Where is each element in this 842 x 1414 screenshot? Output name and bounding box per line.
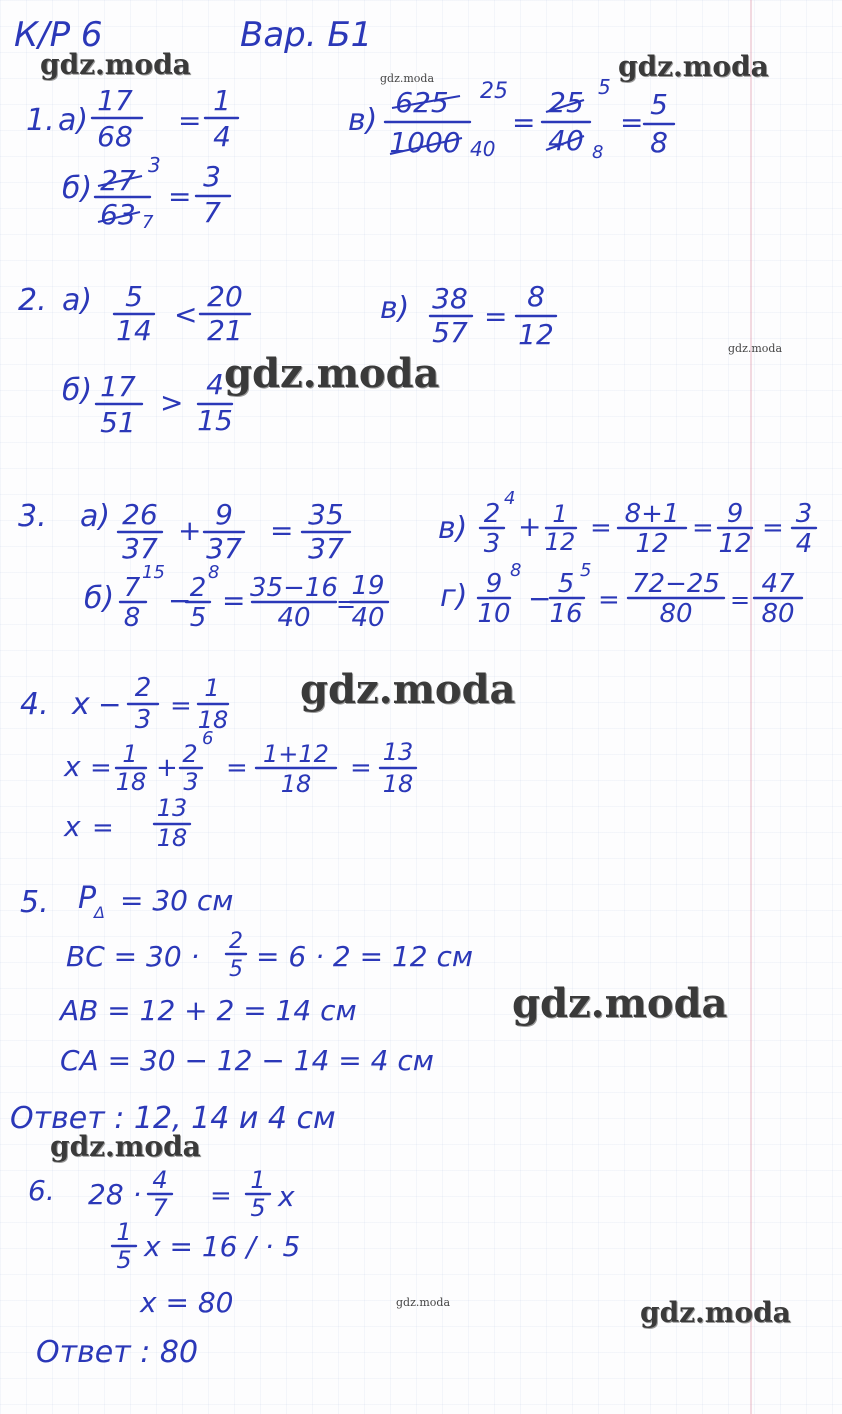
- numerator: 8+1: [624, 499, 680, 529]
- answer-5: Ответ : 12, 14 и 4 см: [10, 1101, 336, 1136]
- ab-line: AB = 12 + 2 = 14 см: [60, 994, 357, 1027]
- task-number: 2.: [18, 283, 47, 318]
- numerator: 4: [206, 368, 224, 401]
- numerator: 9: [726, 499, 744, 529]
- denominator: 12: [544, 528, 576, 556]
- numerator: 3: [795, 499, 813, 529]
- denominator: 8: [123, 603, 141, 633]
- task-number: 5.: [20, 885, 49, 920]
- denominator: 18: [382, 770, 414, 798]
- denominator: 40: [277, 603, 311, 633]
- item-label: в): [438, 511, 468, 546]
- ca-line: CA = 30 − 12 − 14 = 4 см: [60, 1044, 434, 1077]
- minus-sign: −: [168, 584, 192, 617]
- item-label: а): [58, 103, 89, 138]
- numerator: 26: [122, 498, 158, 531]
- denominator: 3: [134, 705, 152, 735]
- watermark: gdz.moda: [640, 1296, 791, 1329]
- denominator: 18: [280, 770, 312, 798]
- numerator: 2: [483, 499, 501, 529]
- reduced-value: 40: [470, 137, 496, 161]
- numerator: 1: [213, 84, 231, 117]
- watermark: gdz.moda: [40, 48, 191, 81]
- numerator: 5: [557, 569, 575, 599]
- denominator: 7: [152, 1194, 168, 1222]
- denominator: 18: [156, 824, 188, 852]
- task-number: 4.: [20, 687, 49, 722]
- solution-line: x = 80: [140, 1286, 234, 1319]
- watermark: gdz.moda: [224, 350, 440, 397]
- numerator: 25: [548, 86, 584, 119]
- expression: 28 ·: [88, 1178, 142, 1211]
- equals-sign: =: [226, 753, 248, 783]
- numerator: 1: [552, 500, 568, 528]
- equals-sign: =: [222, 584, 246, 617]
- denominator: 18: [197, 706, 229, 734]
- numerator: 17: [100, 370, 136, 403]
- equals-sign: =: [336, 590, 357, 618]
- denominator: 1000: [389, 126, 461, 159]
- task-number: 3.: [18, 499, 47, 534]
- task-6: [28, 1166, 300, 1370]
- numerator: 9: [215, 498, 233, 531]
- extra-factor: 6: [202, 728, 214, 749]
- minus-sign: −: [528, 582, 552, 615]
- numerator: 27: [100, 164, 136, 197]
- equals-sign: =: [90, 753, 112, 783]
- plus-sign: +: [178, 514, 202, 547]
- extra-factor: 5: [580, 560, 592, 581]
- task-5: [10, 881, 473, 1136]
- equals-sign: =: [178, 104, 202, 137]
- variable-x: x: [278, 1180, 295, 1213]
- numerator: 2: [182, 740, 198, 768]
- equation-line: x = 16 / · 5: [144, 1230, 301, 1263]
- denominator: 40: [351, 603, 385, 633]
- numerator: 4: [152, 1166, 168, 1194]
- denominator: 15: [197, 404, 233, 437]
- denominator: 40: [548, 124, 584, 157]
- denominator: 12: [718, 529, 752, 559]
- task-number: 6.: [28, 1174, 55, 1207]
- equals-sign: =: [512, 106, 536, 139]
- reduced-value: 8: [592, 142, 604, 163]
- item-label: а): [80, 499, 111, 534]
- watermark: gdz.moda: [396, 1296, 451, 1309]
- extra-factor: 8: [208, 562, 220, 583]
- denominator: 18: [115, 768, 147, 796]
- denominator: 5: [229, 957, 243, 982]
- numerator: 35: [308, 498, 344, 531]
- numerator: 13: [156, 794, 188, 822]
- item-label: г): [440, 579, 468, 614]
- variable-x: x: [64, 810, 81, 843]
- numerator: 2: [134, 673, 152, 703]
- minus-sign: −: [98, 688, 122, 721]
- numerator: 2: [189, 573, 207, 603]
- numerator: 5: [650, 88, 668, 121]
- header-variant: Вар. Б1: [240, 15, 373, 55]
- denominator: 63: [100, 198, 136, 231]
- variable-x: x: [72, 687, 90, 722]
- watermark: gdz.moda: [618, 50, 769, 83]
- watermark: gdz.moda: [512, 980, 728, 1027]
- watermark: gdz.moda: [380, 72, 435, 85]
- denominator: 57: [432, 316, 468, 349]
- denominator: 51: [100, 406, 136, 439]
- denominator: 3: [183, 768, 199, 796]
- task-number: 1.: [26, 103, 55, 138]
- denominator: 12: [635, 529, 669, 559]
- variable-x: x: [64, 750, 81, 783]
- bc-line: BC = 30 ·: [66, 940, 200, 973]
- watermark: gdz.moda: [300, 666, 516, 713]
- numerator: 7: [123, 573, 141, 603]
- numerator: 1+12: [263, 740, 329, 768]
- reduced-value: 5: [598, 75, 611, 99]
- extra-factor: 15: [142, 562, 165, 583]
- equals-sign: =: [730, 586, 751, 614]
- denominator: 3: [483, 529, 501, 559]
- denominator: 7: [203, 196, 221, 229]
- denominator: 5: [116, 1246, 132, 1274]
- numerator: 625: [395, 86, 449, 119]
- equals-sign: =: [598, 585, 620, 615]
- item-label: б): [62, 373, 93, 408]
- denominator: 16: [549, 599, 583, 629]
- denominator: 80: [659, 599, 693, 629]
- equals-sign: =: [210, 1181, 232, 1211]
- plus-sign: +: [518, 510, 542, 543]
- comparison-sign: >: [160, 386, 184, 419]
- numerator: 47: [761, 569, 795, 599]
- numerator: 1: [250, 1166, 266, 1194]
- equals-sign: =: [168, 180, 192, 213]
- extra-factor: 4: [504, 488, 516, 509]
- item-label: б): [84, 581, 115, 616]
- denominator: 5: [250, 1194, 266, 1222]
- equals-sign: =: [92, 813, 114, 843]
- numerator: 13: [382, 738, 414, 766]
- equals-sign: =: [350, 753, 372, 783]
- numerator: 1: [204, 674, 220, 702]
- reduced-value: 25: [480, 79, 508, 104]
- numerator: 5: [125, 280, 143, 313]
- numerator: 20: [207, 280, 243, 313]
- numerator: 35−16: [250, 573, 338, 603]
- watermark: gdz.moda: [50, 1130, 201, 1163]
- denominator: 4: [213, 120, 231, 153]
- item-label: а): [62, 283, 93, 318]
- numerator: 19: [351, 571, 385, 601]
- bc-result: = 6 · 2 = 12 см: [256, 940, 473, 973]
- item-label: в): [380, 291, 410, 326]
- reduced-value: 3: [148, 153, 161, 177]
- header-title: К/Р 6: [14, 15, 103, 55]
- numerator: 1: [122, 740, 138, 768]
- comparison-sign: <: [174, 298, 198, 331]
- denominator: 4: [795, 529, 813, 559]
- denominator: 80: [761, 599, 795, 629]
- equals-sign: =: [620, 106, 644, 139]
- denominator: 37: [308, 532, 344, 565]
- numerator: 8: [527, 280, 545, 313]
- perimeter-value: = 30 см: [120, 884, 234, 917]
- denominator: 37: [122, 532, 158, 565]
- reduced-value: 7: [142, 212, 154, 233]
- comparison-sign: =: [484, 300, 508, 333]
- triangle-subscript: Δ: [94, 903, 105, 922]
- equals-sign: =: [270, 514, 294, 547]
- plus-sign: +: [156, 753, 178, 783]
- denominator: 12: [518, 318, 554, 351]
- item-label: б): [62, 171, 93, 206]
- numerator: 17: [97, 84, 133, 117]
- denominator: 68: [97, 120, 133, 153]
- numerator: 1: [116, 1218, 132, 1246]
- task-1: [26, 75, 674, 233]
- denominator: 10: [477, 599, 511, 629]
- numerator: 72−25: [632, 569, 720, 599]
- item-label: в): [348, 103, 378, 138]
- denominator: 14: [116, 314, 152, 347]
- denominator: 37: [206, 532, 242, 565]
- denominator: 8: [650, 126, 668, 159]
- numerator: 2: [229, 929, 243, 954]
- equals-sign: =: [762, 513, 784, 543]
- watermark: gdz.moda: [728, 342, 783, 355]
- perimeter-symbol: P: [78, 881, 97, 916]
- numerator: 38: [432, 282, 468, 315]
- numerator: 9: [485, 569, 503, 599]
- equals-sign: =: [590, 513, 612, 543]
- numerator: 3: [203, 160, 221, 193]
- denominator: 5: [189, 603, 207, 633]
- denominator: 21: [207, 314, 243, 347]
- equals-sign: =: [170, 691, 192, 721]
- answer-6: Ответ : 80: [36, 1335, 199, 1370]
- equals-sign: =: [692, 513, 714, 543]
- extra-factor: 8: [510, 560, 522, 581]
- task-3: [18, 488, 816, 633]
